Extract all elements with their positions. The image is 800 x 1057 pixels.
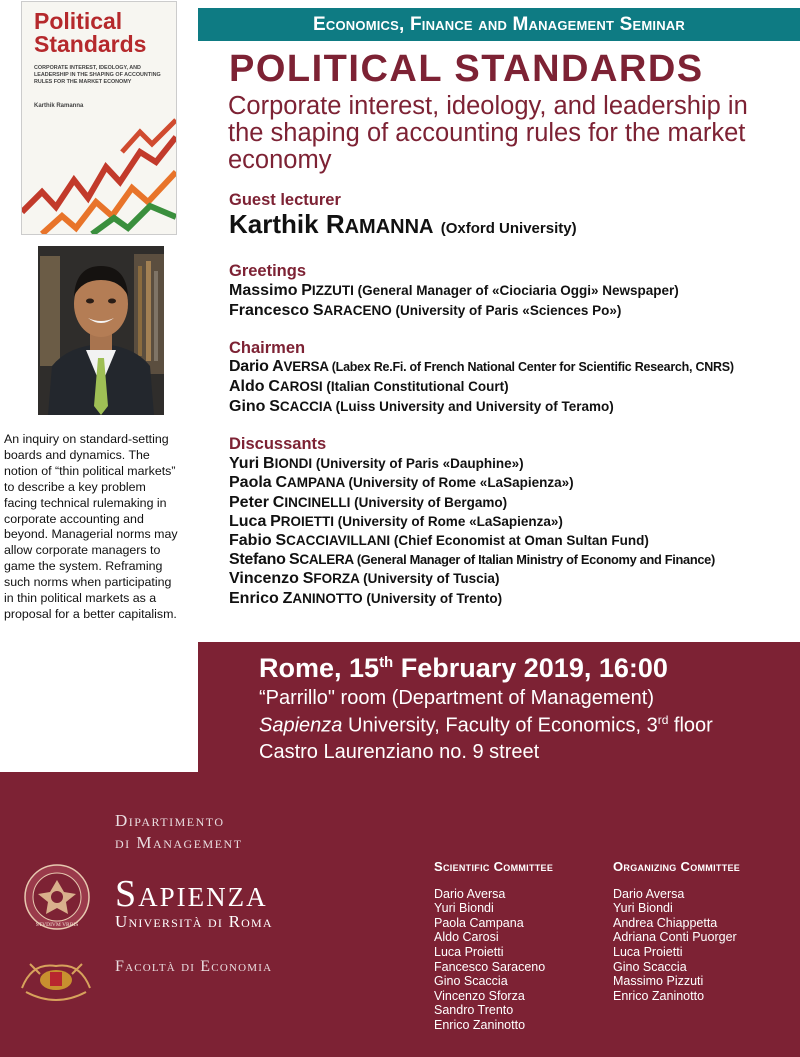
person-first: Enrico xyxy=(229,590,279,607)
greeting-person xyxy=(229,282,679,300)
person-last-initial: Z xyxy=(282,590,293,607)
chairman-person xyxy=(229,378,509,396)
person-first: Aldo xyxy=(229,378,265,395)
person-last-rest: IONDI xyxy=(274,456,313,471)
event-date-sup: th xyxy=(379,654,394,671)
event-date-pre: Rome, 15 xyxy=(259,653,380,683)
dept-line2: di Management xyxy=(115,833,243,852)
book-chart-graphic xyxy=(22,2,176,234)
committee-member: Adriana Conti Puorger xyxy=(613,930,737,945)
chairmen-heading: Chairmen xyxy=(229,339,306,357)
person-affiliation: (University of Rome «LaSapienza») xyxy=(337,514,563,529)
person-first: Massimo xyxy=(229,282,298,299)
greeting-person xyxy=(229,302,621,320)
book-subtitle: CORPORATE INTEREST, IDEOLOGY, AND LEADERSHIP IN THE SHAPING OF ACCOUNTING RULES FOR THE MARKET ECONOMY xyxy=(34,65,161,85)
event-univ-post: floor xyxy=(668,714,713,737)
discussant-person xyxy=(229,551,715,569)
committee-member: Gino Scaccia xyxy=(434,974,508,989)
event-univ-pre: University, Faculty of Economics, 3 xyxy=(342,714,658,737)
person-affiliation: (University of Paris «Dauphine») xyxy=(315,456,524,471)
sapienza-seal-icon xyxy=(24,864,90,930)
sapienza-wordmark: Sapienza xyxy=(115,873,268,915)
person-last-initial: S xyxy=(269,398,280,415)
seal-text: STVDIVM VRBIS xyxy=(35,922,79,928)
committee-member: Fancesco Saraceno xyxy=(434,959,546,974)
person-last-rest: CALERA xyxy=(299,552,354,567)
dept-line1: Dipartimento xyxy=(115,811,225,830)
book-title-line1: Political xyxy=(34,8,123,34)
committee-member: Vincenzo Sforza xyxy=(434,988,525,1003)
person-last-initial: C xyxy=(272,494,285,511)
book-cover xyxy=(22,2,176,234)
book-author: Karthik Ramanna xyxy=(34,103,84,109)
person-last-rest: VERSA xyxy=(283,359,329,374)
person-first: Paola xyxy=(229,474,272,491)
event-date xyxy=(259,653,713,684)
person-last-initial: B xyxy=(263,455,275,472)
committee-member: Dario Aversa xyxy=(613,886,685,901)
event-univ-sup: rd xyxy=(657,713,669,727)
chairman-person xyxy=(229,398,614,416)
guest-last-rest: AMANNA xyxy=(344,216,434,238)
person-affiliation: (General Manager of Italian Ministry of Economy and Finance) xyxy=(356,552,715,567)
organizing-committee-heading: Organizing Committee xyxy=(613,859,741,874)
department-name xyxy=(115,810,243,854)
person-last-initial: S xyxy=(275,532,287,549)
person-last-rest: CACCIA xyxy=(279,399,332,414)
committee-member: Gino Scaccia xyxy=(613,959,687,974)
committee-member: Yuri Biondi xyxy=(434,901,494,916)
committee-member: Luca Proietti xyxy=(613,944,683,959)
greetings-heading: Greetings xyxy=(229,262,307,280)
event-street: Castro Laurenziano no. 9 street xyxy=(259,740,540,763)
person-last-initial: P xyxy=(301,282,312,299)
person-affiliation: (University of Trento) xyxy=(366,591,503,606)
person-affiliation: (General Manager of «Ciociaria Oggi» Newspaper) xyxy=(357,283,679,298)
person-last-initial: P xyxy=(270,513,281,530)
event-date-post: February 2019, 16:00 xyxy=(393,653,668,683)
discussant-person xyxy=(229,513,563,531)
seminar-banner xyxy=(198,8,800,41)
committee-member: Andrea Chiappetta xyxy=(613,915,718,930)
committee-member: Luca Proietti xyxy=(434,944,504,959)
committee-member: Yuri Biondi xyxy=(613,901,673,916)
committee-member: Dario Aversa xyxy=(434,886,506,901)
person-last-rest: CACCIAVILLANI xyxy=(286,533,391,548)
person-first: Dario xyxy=(229,358,269,375)
lecturer-portrait-graphic xyxy=(38,246,164,415)
person-last-initial: S xyxy=(312,302,324,319)
person-first: Vincenzo xyxy=(229,570,299,587)
person-last-rest: FORZA xyxy=(313,571,360,586)
guest-first-name: Karthik xyxy=(229,209,319,239)
person-last-rest: ROIETTI xyxy=(280,514,335,529)
main-subtitle: Corporate interest, ideology, and leadership in the shaping of accounting rules for the market economy xyxy=(228,92,748,174)
guest-lecturer xyxy=(229,209,577,240)
event-univ-italic: Sapienza xyxy=(259,714,343,737)
event-university xyxy=(259,713,713,738)
person-last-rest: IZZUTI xyxy=(311,283,354,298)
discussant-person xyxy=(229,455,524,473)
person-last-rest: AMPANA xyxy=(287,475,345,490)
university-name: Università di Roma xyxy=(115,912,273,931)
committee-member: Enrico Zaninotto xyxy=(434,1017,526,1032)
person-affiliation: (Chief Economist at Oman Sultan Fund) xyxy=(393,533,649,548)
person-last-initial: S xyxy=(289,551,300,568)
book-title-line2: Standards xyxy=(34,31,147,57)
guest-last-initial: R xyxy=(325,209,345,239)
person-first: Fabio xyxy=(229,532,272,549)
person-first: Stefano xyxy=(229,551,286,568)
committee-member: Sandro Trento xyxy=(434,1003,514,1018)
discussant-person xyxy=(229,590,502,608)
person-last-rest: INCINELLI xyxy=(284,495,351,510)
main-title: POLITICAL STANDARDS xyxy=(229,48,704,90)
person-last-rest: ANINOTTO xyxy=(292,591,363,606)
person-affiliation: (Luiss University and University of Teramo) xyxy=(335,399,614,414)
organizing-committee xyxy=(613,860,740,1003)
committee-member: Paola Campana xyxy=(434,915,524,930)
abstract-text: An inquiry on standard-setting boards and dynamics. The notion of “thin political markets” to describe a key problem facing technical rulemaking in corporate accounting and beyond. Managerial norms may allow corporate managers to game the system. Reframing such norms when participating in thin political markets as a proposal for a better capitalism. xyxy=(4,432,178,621)
event-room: “Parrillo" room (Department of Management) xyxy=(259,687,655,709)
discussant-person xyxy=(229,494,507,512)
committee-member: Massimo Pizzuti xyxy=(613,974,704,989)
person-last-rest: ARACENO xyxy=(323,303,392,318)
event-info xyxy=(259,653,713,764)
person-last-initial: C xyxy=(275,474,288,491)
person-last-initial: A xyxy=(272,358,284,375)
person-last-rest: AROSI xyxy=(279,379,323,394)
committee-member: Enrico Zaninotto xyxy=(613,988,705,1003)
guest-affiliation: (Oxford University) xyxy=(440,220,577,237)
chairman-person xyxy=(229,358,734,376)
person-first: Yuri xyxy=(229,455,260,472)
person-first: Francesco xyxy=(229,302,310,319)
person-first: Luca xyxy=(229,513,267,530)
committee-member: Aldo Carosi xyxy=(434,930,499,945)
faculty-name: Facoltà di Economia xyxy=(115,958,273,975)
seminar-title-text: Economics, Finance and Management Seminar xyxy=(313,14,685,35)
faculty-emblem-icon xyxy=(12,952,100,1010)
discussant-person xyxy=(229,532,649,550)
person-affiliation: (University of Tuscia) xyxy=(363,571,500,586)
person-affiliation: (University of Bergamo) xyxy=(354,495,508,510)
person-first: Peter xyxy=(229,494,270,511)
scientific-committee-heading: Scientific Committee xyxy=(434,859,554,874)
person-last-initial: S xyxy=(302,570,314,587)
discussant-person xyxy=(229,474,574,492)
lecturer-photo xyxy=(38,246,164,415)
person-first: Gino xyxy=(229,398,266,415)
scientific-committee xyxy=(434,860,553,1033)
person-last-initial: C xyxy=(268,378,280,395)
person-affiliation: (Italian Constitutional Court) xyxy=(326,379,509,394)
guest-heading: Guest lecturer xyxy=(229,191,341,209)
seminar-title xyxy=(198,14,800,36)
person-affiliation: (Labex Re.Fi. of French National Center for Scientific Research, CNRS) xyxy=(331,360,734,374)
person-affiliation: (University of Paris «Sciences Po») xyxy=(395,303,622,318)
discussant-person xyxy=(229,570,499,588)
guest-last-name xyxy=(326,209,434,239)
discussants-heading: Discussants xyxy=(229,435,327,453)
person-affiliation: (University of Rome «LaSapienza») xyxy=(348,475,574,490)
